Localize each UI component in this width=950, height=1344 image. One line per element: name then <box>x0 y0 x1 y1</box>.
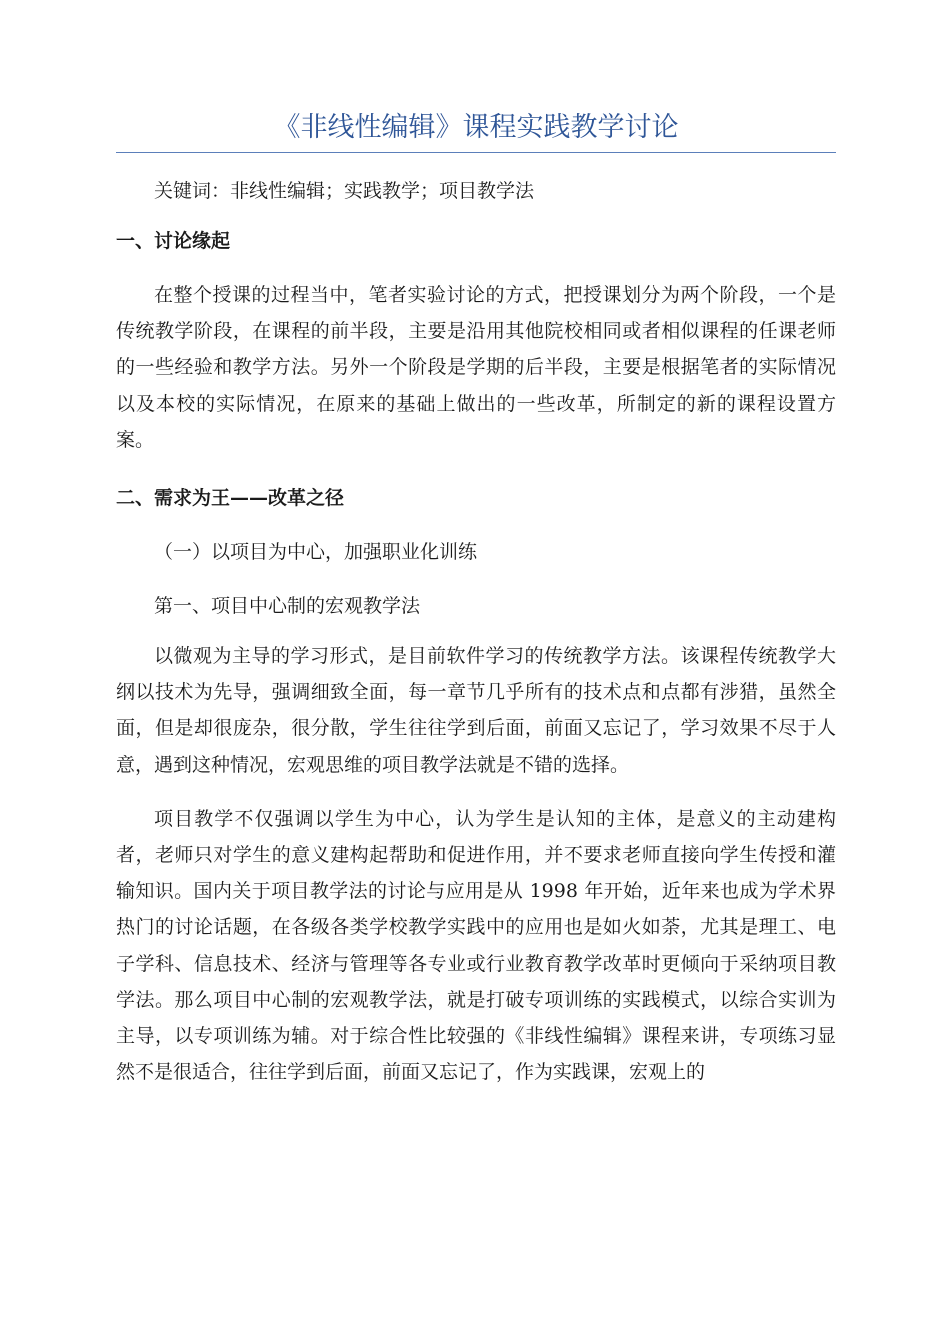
section-heading-reform: 二、需求为王——改革之径 <box>116 487 345 510</box>
keywords-line: 关键词：非线性编辑；实践教学；项目教学法 <box>154 180 535 202</box>
subheading-project-centered: （一）以项目为中心，加强职业化训练 <box>154 541 478 564</box>
point-heading-macro-teaching: 第一、项目中心制的宏观教学法 <box>154 595 421 618</box>
document-title: 《非线性编辑》课程实践教学讨论 <box>116 108 836 153</box>
paragraph-origin: 在整个授课的过程当中，笔者实验讨论的方式，把授课划分为两个阶段，一个是传统教学阶段，在课程的前半段，主要是沿用其他院校相同或者相似课程的任课老师的一些经验和教学方法。另外一个阶段是学期的后半段，主要是根据笔者的实际情况以及本校的实际情况，在原来的基础上做出的一些改革，所制定的新的课程设置方案。 <box>116 284 836 451</box>
paragraph-micro-learning: 以微观为主导的学习形式，是目前软件学习的传统教学方法。该课程传统教学大纲以技术为先导，强调细致全面，每一章节几乎所有的技术点和点都有涉猎，虽然全面，但是却很庞杂，很分散，学生往往学到后面，前面又忘记了，学习效果不尽于人意，遇到这种情况，宏观思维的项目教学法就是不错的选择。 <box>116 645 836 776</box>
paragraph-project-teaching: 项目教学不仅强调以学生为中心，认为学生是认知的主体，是意义的主动建构者，老师只对学生的意义建构起帮助和促进作用，并不要求老师直接向学生传授和灌输知识。国内关于项目教学法的讨论与应用是从 1998 年开始，近年来也成为学术界热门的讨论话题，在各级各类学校教学实践中的应用也是如火如荼，尤其是理工、电子学科、信息技术、经济与管理等各专业或行业教育教学改革时更倾向于采纳项目教学法。那么项目中心制的宏观教学法，就是打破专项训练的实践模式，以综合实训为主导，以专项训练为辅。对于综合性比较强的《非线性编辑》课程来讲，专项练习显然不是很适合，往往学到后面，前面又忘记了，作为实践课，宏观上的 <box>116 807 836 1084</box>
document-page <box>116 108 836 1090</box>
section-heading-origin: 一、讨论缘起 <box>116 230 231 252</box>
